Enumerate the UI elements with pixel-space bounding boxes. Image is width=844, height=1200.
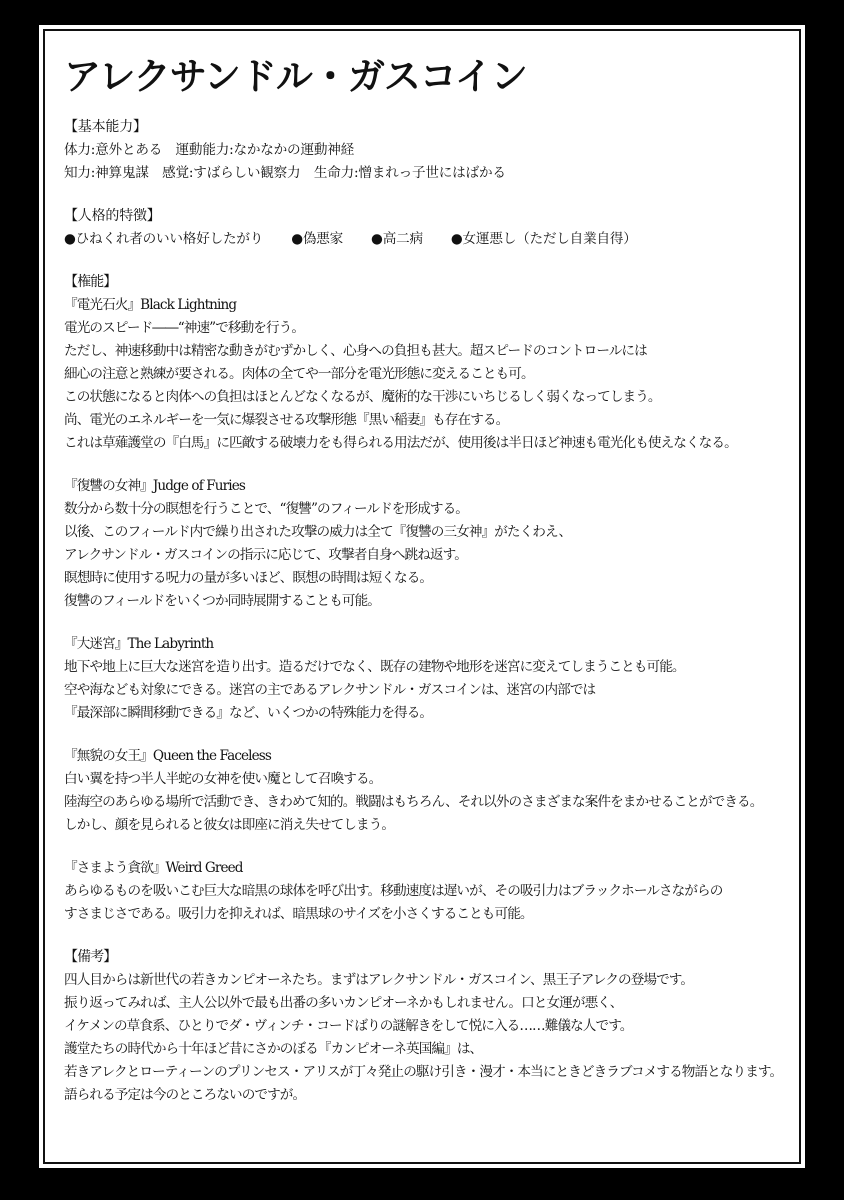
power-description-line: 『最深部に瞬間移動できる』など、いくつかの特殊能力を得る。 bbox=[64, 705, 433, 721]
page-frame bbox=[39, 25, 805, 1168]
personality-trait: ●ひねくれ者のいい格好したがり bbox=[64, 231, 264, 247]
power-description-line: 以後、このフィールド内で繰り出された攻撃の威力は全て『復讐の三女神』がたくわえ、 bbox=[64, 524, 572, 540]
power-description-line: 数分から数十分の瞑想を行うことで、“復讐”のフィールドを形成する。 bbox=[64, 501, 468, 517]
basic-abilities-line: 体力:意外とある 運動能力:なかなかの運動神経 bbox=[64, 142, 355, 158]
notes-line: 語られる予定は今のところないのですが。 bbox=[64, 1087, 306, 1103]
power-description-line: あらゆるものを吸いこむ巨大な暗黒の球体を呼び出す。移動速度は遅いが、その吸引力はブラックホールさながらの bbox=[64, 883, 723, 899]
power-black-lightning bbox=[64, 271, 794, 455]
notes-header: 【備考】 bbox=[64, 949, 117, 965]
power-description-line: ただし、神速移動中は精密な動きがむずかしく、心身への負担も甚大。超スピードのコントロールには bbox=[64, 343, 647, 359]
notes-line: 護堂たちの時代から十年ほど昔にさかのぼる『カンピオーネ英国編』は、 bbox=[64, 1041, 483, 1057]
power-the-labyrinth bbox=[64, 633, 794, 725]
personality-trait: ●女運悪し（ただし自業自得） bbox=[450, 231, 637, 247]
personality-section bbox=[64, 205, 794, 251]
personality-trait: ●高二病 bbox=[371, 231, 423, 247]
powers-header: 【権能】 bbox=[64, 274, 117, 290]
power-description-line: 白い翼を持つ半人半蛇の女神を使い魔として召喚する。 bbox=[64, 771, 382, 787]
notes-line: 若きアレクとローティーンのプリンセス・アリスが丁々発止の駆け引き・漫才・本当にときどきラブコメする物語となります。 bbox=[64, 1064, 783, 1080]
personality-traits bbox=[64, 228, 794, 251]
power-description-line: アレクサンドル・ガスコインの指示に応じて、攻撃者自身へ跳ね返す。 bbox=[64, 547, 467, 563]
notes-section bbox=[64, 946, 794, 1107]
power-name: 『電光石火』Black Lightning bbox=[64, 297, 237, 313]
character-name-title: アレクサンドル・ガスコイン bbox=[64, 55, 527, 98]
basic-abilities-line: 知力:神算鬼謀 感覚:すばらしい観察力 生命力:憎まれっ子世にはばかる bbox=[64, 165, 506, 181]
basic-abilities-section bbox=[64, 116, 794, 185]
power-description-line: 復讐のフィールドをいくつか同時展開することも可能。 bbox=[64, 593, 380, 609]
power-description-line: 空や海なども対象にできる。迷宮の主であるアレクサンドル・ガスコインは、迷宮の内部では bbox=[64, 682, 596, 698]
power-name: 『さまよう貪欲』Weird Greed bbox=[64, 860, 243, 876]
power-description-line: 細心の注意と熟練が要される。肉体の全てや一部分を電光形態に変えることも可。 bbox=[64, 366, 534, 382]
profile-content bbox=[64, 50, 794, 1127]
personality-trait: ●偽悪家 bbox=[291, 231, 344, 247]
power-description-line: 尚、電光のエネルギーを一気に爆裂させる攻撃形態『黒い稲妻』も存在する。 bbox=[64, 412, 509, 428]
power-name: 『無貌の女王』Queen the Faceless bbox=[64, 748, 271, 764]
power-description-line: これは草薙護堂の『白馬』に匹敵する破壊力をも得られる用法だが、使用後は半日ほど神速も電光化も使えなくなる。 bbox=[64, 435, 737, 451]
power-queen-the-faceless bbox=[64, 745, 794, 837]
power-description-line: この状態になると肉体への負担はほとんどなくなるが、魔術的な干渉にいちじるしく弱くなってしまう。 bbox=[64, 389, 661, 405]
basic-abilities-header: 【基本能力】 bbox=[64, 119, 147, 135]
power-description-line: 陸海空のあらゆる場所で活動でき、きわめて知的。戦闘はもちろん、それ以外のさまざまな案件をまかせることができる。 bbox=[64, 794, 763, 810]
power-description-line: 瞑想時に使用する呪力の量が多いほど、瞑想の時間は短くなる。 bbox=[64, 570, 433, 586]
power-description-line: すさまじさである。吸引力を抑えれば、暗黒球のサイズを小さくすることも可能。 bbox=[64, 906, 533, 922]
power-description-line: しかし、顔を見られると彼女は即座に消え失せてしまう。 bbox=[64, 817, 395, 833]
notes-line: 四人目からは新世代の若きカンピオーネたち。まずはアレクサンドル・ガスコイン、黒王子アレクの登場です。 bbox=[64, 972, 694, 988]
power-description-line: 電光のスピード――“神速”で移動を行う。 bbox=[64, 320, 305, 336]
notes-line: 振り返ってみれば、主人公以外で最も出番の多いカンピオーネかもしれません。口と女運が悪く、 bbox=[64, 995, 623, 1011]
personality-header: 【人格的特徴】 bbox=[64, 208, 161, 224]
power-weird-greed bbox=[64, 857, 794, 926]
power-name: 『大迷宮』The Labyrinth bbox=[64, 636, 214, 652]
notes-line: イケメンの草食系、ひとりでダ・ヴィンチ・コードばりの謎解きをして悦に入る……難儀な人です。 bbox=[64, 1018, 633, 1034]
power-name: 『復讐の女神』Judge of Furies bbox=[64, 478, 245, 494]
power-description-line: 地下や地上に巨大な迷宮を造り出す。造るだけでなく、既存の建物や地形を迷宮に変えてしまうことも可能。 bbox=[64, 659, 685, 675]
power-judge-of-furies bbox=[64, 475, 794, 613]
